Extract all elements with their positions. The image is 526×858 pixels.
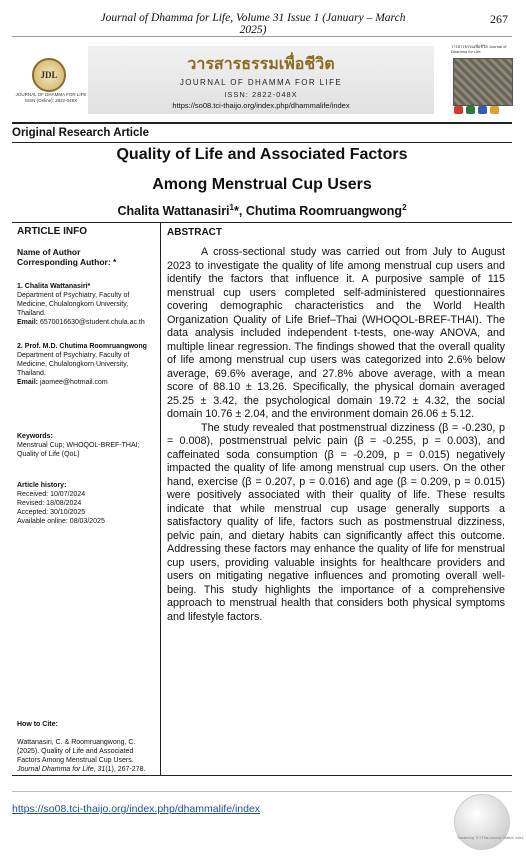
page-number: 267: [490, 12, 508, 26]
history-label: Article history:: [17, 482, 67, 489]
column-divider: [160, 223, 161, 775]
body-bottom-divider: [12, 775, 512, 776]
title-divider: [12, 142, 512, 143]
author-2-email[interactable]: jaomee@hotmail.com: [39, 379, 108, 386]
corresponding-mark: *,: [233, 204, 243, 219]
abstract-heading: ABSTRACT: [167, 227, 222, 238]
author-2-email-row: [17, 378, 157, 387]
running-head: Journal of Dhamma for Life, Volume 31 Issue 1 (January – March 2025): [100, 12, 406, 36]
keywords-label: Keywords:: [17, 433, 53, 440]
abstract-paragraph-1: A cross-sectional study was carried out from July to August 2023 to investigate the quality of life among menstrual cup users and identify the factors that influence it. A purposive sample of 115 menstrual cup users completed self-administered questionnaires covering demographic characteristics and the World Health Organization Quality of Life Brief–Thai (WHOQOL-BREF-THAI). The data analysis included independent t-tests, one-way ANOVA, and multiple linear regression. The findings showed that the overall quality of life among menstrual cup users was categorized into 2.6% below average, 69.6% average, and 27.8% above average, with a mean score of 88.10 ± 13.26. Specifically, the physical domain averaged 25.25 ± 3.42, the psychological domain 19.72 ± 4.32, the social domain 10.76 ± 2.04, and the environment domain 26.06 ± 5.12.: [167, 246, 505, 420]
how-to-cite-label: [17, 720, 157, 729]
received-date: Received: 10/07/2024: [17, 491, 86, 498]
journal-logo: JDL: [32, 58, 66, 92]
keywords-list: Menstrual Cup; WHOQOL-BREF-THAI; Quality of Life (QoL): [17, 442, 140, 458]
article-type: Original Research Article: [12, 127, 149, 139]
badge-icon: [454, 106, 463, 114]
citation-block: [17, 738, 157, 774]
article-history-block: [17, 481, 157, 526]
author-2-affil: 2: [402, 203, 407, 212]
citation-text: Wattanasiri, C. & Roomruangwong, C. (2025). Quality of Life and Associated Factors Among Menstrual Cup Users.: [17, 739, 136, 764]
email-label: Email:: [17, 319, 39, 326]
banner-side-label: วารสารธรรมเพื่อชีวิต Journal of Dhamma for Life: [451, 44, 507, 54]
accepted-date: Accepted: 30/10/2025: [17, 509, 86, 516]
email-label: Email:: [17, 379, 39, 386]
author-line: [12, 203, 512, 218]
banner-divider: [12, 122, 512, 124]
author-2-affiliation: Department of Psychiatry, Faculty of Medicine, Chulalongkorn University, Thailand.: [17, 352, 130, 377]
badge-icon: [490, 106, 499, 114]
footer-journal-link[interactable]: https://so08.tci-thaijo.org/index.php/dhammalife/index: [12, 803, 261, 815]
cite-label: How to Cite:: [17, 721, 58, 728]
author-1-name: 1. Chalita Wattanasiri*: [17, 283, 91, 290]
author-label-block: [17, 247, 157, 267]
badge-icon: [466, 106, 475, 114]
journal-issn: ISSN: 2822-048X: [224, 90, 298, 99]
author-2: Chutima Roomruangwong: [245, 204, 403, 219]
authors-divider: [12, 222, 512, 223]
article-title-line2: Among Menstrual Cup Users: [152, 176, 372, 193]
tci-seal-icon: [454, 794, 510, 850]
keywords-block: [17, 432, 157, 459]
article-title-line1: Quality of Life and Associated Factors: [116, 146, 408, 163]
abstract-body: [167, 246, 505, 624]
article-info-heading: ARTICLE INFO: [17, 226, 87, 237]
thai-journal-title: วารสารธรรมเพื่อชีวิต: [187, 54, 335, 73]
author-1-email[interactable]: 6570016630@student.chula.ac.th: [39, 319, 145, 326]
footer-divider: [12, 791, 512, 792]
journal-banner: [10, 44, 516, 116]
available-date: Available online: 08/03/2025: [17, 518, 105, 525]
badge-icon: [478, 106, 487, 114]
author-1-affiliation: Department of Psychiatry, Faculty of Medicine, Chulalongkorn University, Thailand.: [17, 292, 130, 317]
citation-journal: Journal Dhamma for Life, 31: [17, 766, 106, 773]
author-1-email-row: [17, 318, 157, 327]
stone-relief-image: [453, 58, 513, 106]
citation-tail: (1), 267-278.: [105, 766, 146, 773]
author-1-block: [17, 282, 157, 327]
author-2-block: [17, 342, 157, 387]
revised-date: Revised: 18/08/2024: [17, 500, 82, 507]
author-2-name: 2. Prof. M.D. Chutima Roomruangwong: [17, 343, 147, 350]
header-divider: [12, 36, 512, 37]
author-1-affil: 1: [229, 203, 234, 212]
journal-url[interactable]: https://so08.tci-thaijo.org/index.php/dhammalife/index: [172, 101, 350, 110]
abstract-paragraph-2: The study revealed that postmenstrual dizziness (β = -0.230, p = 0.008), postmenstrual pelvic pain (β = -0.255, p = 0.003), and caffeinated soda consumption (β = -0.209, p = 0.015) negatively impacted the quality of life among menstrual cup users. On the other hand, exercise (β = 0.207, p = 0.016) and age (β = 0.209, p = 0.015) were positively associated with their quality of life. These results indicate that while menstrual cup usage generally supports a satisfactory quality of life, factors such as postmenstrual dizziness, pelvic pain, and dietary habits can significantly affect this outcome. Addressing these factors may enhance the quality of life for menstrual cup users, providing valuable insights for healthcare providers and users on mitigating negative influences and promoting overall well-being. This study highlights the importance of a comprehensive approach to menstrual health that considers both physical symptoms and lifestyle factors.: [167, 421, 505, 623]
banner-title-band: [88, 46, 434, 114]
name-of-author-label: Name of Author: [17, 247, 81, 257]
corresponding-author-label: Corresponding Author: *: [17, 257, 117, 267]
journal-logo-caption: JOURNAL OF DHAMMA FOR LIFE ISSN (Online): 2822-048X: [15, 92, 87, 103]
journal-title: JOURNAL OF DHAMMA FOR LIFE: [179, 78, 343, 87]
index-badges: [454, 106, 514, 114]
tci-seal-caption: Tracked by TCI Thai-Journal Citation Index: [457, 836, 524, 840]
author-1: Chalita Wattanasiri: [117, 204, 230, 219]
